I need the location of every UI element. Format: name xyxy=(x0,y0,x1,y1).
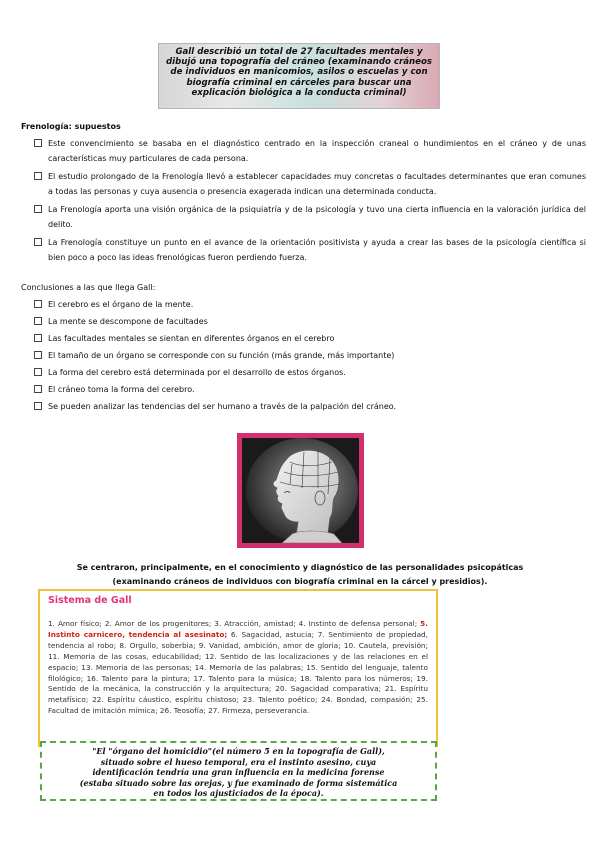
conclusion-item-4 xyxy=(34,348,586,363)
summary-line: de individuos en manicomios, asilos o escuelas y con xyxy=(170,67,428,78)
phrenology-head-icon xyxy=(242,438,359,543)
gall-system-box xyxy=(38,589,438,747)
item-text: Se pueden analizar las tendencias del ser humano a través de la palpación del cráneo. xyxy=(48,402,397,411)
checkbox[interactable] xyxy=(34,205,42,213)
gall-text-before: 1. Amor físico; 2. Amor de los progenitores; 3. Atracción, amistad; 4. Instinto de defensa personal; xyxy=(48,619,421,628)
summary-line: biografía criminal en cárceles para buscar una xyxy=(186,77,412,88)
frenologia-item-2 xyxy=(34,169,586,199)
caption xyxy=(40,561,560,589)
item-text: La Frenología constituye un punto en el avance de la orientación positivista y ayuda a crear las bases de la psicología científica si bien poco a poco las ideas frenológicas fueron perdiendo fuerza. xyxy=(48,238,586,262)
conclusion-item-6 xyxy=(34,382,586,397)
conclusion-item-1 xyxy=(34,297,586,312)
summary-line: explicación biológica a la conducta criminal) xyxy=(191,87,407,98)
item-text: El estudio prolongado de la Frenología llevó a establecer capacidades muy concretas o facultades determinantes que eran comunes a todas las personas y cuya ausencia o presencia exagerada indican una determinada conducta. xyxy=(48,172,586,196)
gall-system-title: Sistema de Gall xyxy=(48,595,132,606)
item-text: La forma del cerebro está determinada por el desarrollo de estos órganos. xyxy=(48,368,346,377)
item-text: Las facultades mentales se sientan en diferentes órganos en el cerebro xyxy=(48,334,335,343)
frenologia-title: Frenología: supuestos xyxy=(21,122,121,131)
checkbox[interactable] xyxy=(34,368,42,376)
conclusiones-title: Conclusiones a las que llega Gall: xyxy=(21,283,156,292)
homicide-organ-note xyxy=(40,741,437,801)
phrenology-image-frame xyxy=(237,433,364,548)
conclusion-item-5 xyxy=(34,365,586,380)
checkbox[interactable] xyxy=(34,334,42,342)
gall-system-text xyxy=(48,619,428,717)
item-text: Este convencimiento se basaba en el diagnóstico centrado en la inspección craneal o hundimientos en el cráneo y de unas características muy particulares de cada persona. xyxy=(48,139,586,163)
item-text: La Frenología aporta una visión orgánica de la psiquiatría y de la psicología y tuvo una cierta influencia en la valoración jurídica del delito. xyxy=(48,205,586,229)
item-text: El cráneo toma la forma del cerebro. xyxy=(48,385,195,394)
item-text: El cerebro es el órgano de la mente. xyxy=(48,300,194,309)
gall-highlight: 5. Instinto carnicero, tendencia al asesinato; xyxy=(48,619,428,639)
frenologia-item-4 xyxy=(34,235,586,265)
checkbox[interactable] xyxy=(34,317,42,325)
checkbox[interactable] xyxy=(34,351,42,359)
summary-box xyxy=(158,43,440,109)
note-line: situado sobre el hueso temporal, era el instinto asesino, cuya xyxy=(100,756,377,767)
caption-line-2: (examinando cráneos de individuos con biografía criminal en la cárcel y presidios). xyxy=(112,577,488,586)
summary-line: dibujó una topografía del cráneo (examinando cráneos xyxy=(165,57,433,68)
checkbox[interactable] xyxy=(34,172,42,180)
conclusion-item-7 xyxy=(34,399,586,414)
conclusion-item-3 xyxy=(34,331,586,346)
conclusion-item-2 xyxy=(34,314,586,329)
frenologia-item-1 xyxy=(34,136,586,166)
summary-line: Gall describió un total de 27 facultades mentales y xyxy=(175,47,423,57)
note-line: "El "órgano del homicidio"(el número 5 en la topografía de Gall), xyxy=(92,746,385,756)
note-line: en todos los ajusticiados de la época). xyxy=(153,788,324,799)
item-text: El tamaño de un órgano se corresponde con su función (más grande, más importante) xyxy=(48,351,395,360)
caption-line-1: Se centraron, principalmente, en el conocimiento y diagnóstico de las personalidades psicopáticas xyxy=(76,563,524,572)
checkbox[interactable] xyxy=(34,385,42,393)
checkbox[interactable] xyxy=(34,402,42,410)
note-line: identificación tendría una gran influencia en la medicina forense xyxy=(92,767,385,778)
item-text: La mente se descompone de facultades xyxy=(48,317,208,326)
checkbox[interactable] xyxy=(34,300,42,308)
frenologia-item-3 xyxy=(34,202,586,232)
note-line: (estaba situado sobre las orejas, y fue examinado de forma sistemática xyxy=(79,777,398,788)
gall-text-after: 6. Sagacidad, astucia; 7. Sentimiento de propiedad, tendencia al robo; 8. Orgullo, soberbia; 9. Vanidad, ambición, amor de gloria; 10. Cautela, previsión; 11. Memoria de las cosas, educabilidad; 12. Sentido de las localizaciones y de las relaciones en el espacio; 13. Memoria de las personas; 14. Memoria de las palabras; 15. Sentido del lenguaje, talento filológico; 16. Talento para la pintura; 17. Talento para la música; 18. Talento para los números; 19. Sentido de la mecánica, la construcción y la arquitectura; 20. Sagacidad comparativa; 21. Espíritu metafísico; 22. Espíritu cáustico, espíritu chistoso; 23. Talento poético; 24. Bondad, compasión; 25. Facultad de imitación mímica; 26. Teosofía; 27. Firmeza, perseverancia. xyxy=(48,629,428,716)
checkbox[interactable] xyxy=(34,139,42,147)
checkbox[interactable] xyxy=(34,238,42,246)
